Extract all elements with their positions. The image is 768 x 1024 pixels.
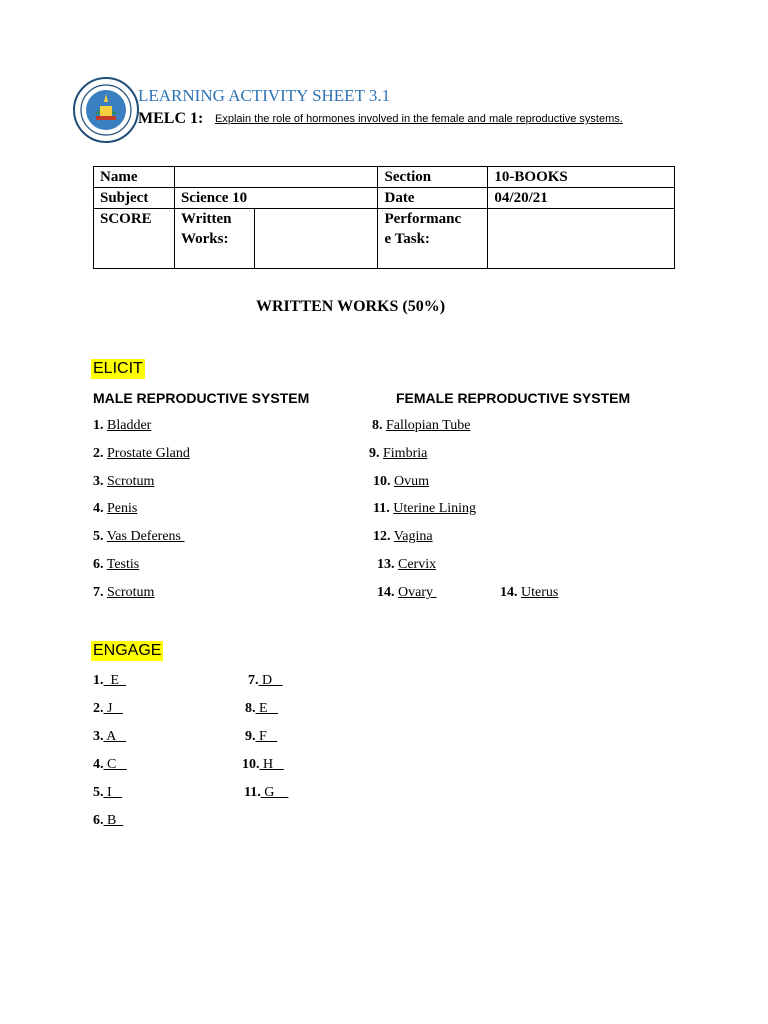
item-answer: Uterine Lining: [393, 501, 477, 516]
list-item: [373, 501, 476, 517]
item-answer: Scrotum: [107, 474, 155, 489]
student-info-table: [93, 166, 675, 269]
item-answer: Ovum: [394, 474, 429, 489]
list-item: [500, 585, 558, 601]
date-value: 04/20/21: [488, 188, 675, 209]
item-number: 7.: [93, 585, 104, 600]
list-item: [244, 785, 288, 801]
date-label: Date: [378, 188, 488, 209]
school-seal-logo: [72, 76, 140, 144]
item-answer: Ovary: [398, 585, 437, 600]
item-number: 10.: [242, 757, 260, 772]
item-answer: E: [103, 673, 127, 688]
list-item: [93, 501, 137, 517]
item-number: 4.: [93, 501, 104, 516]
score-label: SCORE: [94, 209, 175, 269]
melc-description: Explain the role of hormones involved in the female and male reproductive systems.: [215, 113, 623, 125]
item-answer: H: [259, 757, 284, 772]
sheet-title: LEARNING ACTIVITY SHEET 3.1: [138, 86, 391, 105]
item-answer: Fimbria: [383, 446, 428, 461]
written-works-heading: WRITTEN WORKS (50%): [256, 298, 446, 315]
elicit-heading: ELICIT: [93, 360, 143, 377]
subject-value: Science 10: [174, 188, 378, 209]
list-item: [248, 673, 283, 689]
list-item: [93, 585, 154, 601]
item-answer: G: [260, 785, 289, 800]
item-answer: C: [103, 757, 127, 772]
written-works-field[interactable]: [254, 209, 378, 269]
subject-label: Subject: [94, 188, 175, 209]
name-field[interactable]: [174, 167, 378, 188]
item-number: 13.: [377, 557, 395, 572]
item-number: 5.: [93, 785, 104, 800]
list-item: [377, 585, 437, 601]
male-system-heading: MALE REPRODUCTIVE SYSTEM: [93, 390, 310, 406]
item-answer: Prostate Gland: [107, 446, 190, 461]
item-answer: Fallopian Tube: [386, 418, 471, 433]
item-number: 11.: [244, 785, 261, 800]
item-number: 2.: [93, 701, 104, 716]
list-item: [373, 474, 429, 490]
item-number: 3.: [93, 474, 104, 489]
item-number: 11.: [373, 501, 390, 516]
item-number: 6.: [93, 813, 104, 828]
performance-task-field[interactable]: [488, 209, 675, 269]
written-works-label: Written Works:: [174, 209, 254, 269]
item-answer: Vas Deferens: [106, 529, 185, 544]
item-number: 9.: [369, 446, 380, 461]
item-number: 7.: [248, 673, 259, 688]
item-answer: D: [258, 673, 283, 688]
item-answer: Bladder: [107, 418, 152, 433]
list-item: [373, 529, 433, 545]
section-value: 10-BOOKS: [488, 167, 675, 188]
melc-label: MELC 1:: [138, 110, 204, 127]
item-number: 4.: [93, 757, 104, 772]
item-number: 14.: [377, 585, 395, 600]
list-item: [93, 813, 123, 829]
list-item: [369, 446, 427, 462]
item-answer: Vagina: [393, 529, 433, 544]
item-answer: Cervix: [398, 557, 437, 572]
item-number: 9.: [245, 729, 256, 744]
name-row: [94, 167, 675, 188]
item-number: 2.: [93, 446, 104, 461]
item-number: 5.: [93, 529, 104, 544]
item-answer: E: [255, 701, 279, 716]
list-item: [93, 474, 154, 490]
list-item: [93, 701, 123, 717]
list-item: [377, 557, 436, 573]
item-number: 14.: [500, 585, 518, 600]
list-item: [93, 418, 151, 434]
item-answer: J: [103, 701, 123, 716]
list-item: [93, 673, 126, 689]
list-item: [93, 446, 190, 462]
item-number: 1.: [93, 673, 104, 688]
item-number: 10.: [373, 474, 391, 489]
subject-row: [94, 188, 675, 209]
list-item: [245, 729, 277, 745]
name-label: Name: [94, 167, 175, 188]
item-answer: F: [255, 729, 278, 744]
item-answer: Penis: [107, 501, 138, 516]
item-answer: Testis: [106, 557, 140, 572]
performance-task-label: Performanc e Task:: [378, 209, 488, 269]
item-answer: Scrotum: [107, 585, 155, 600]
list-item: [93, 785, 122, 801]
list-item: [93, 757, 127, 773]
list-item: [242, 757, 284, 773]
list-item: [372, 418, 470, 434]
item-answer: Uterus: [521, 585, 559, 600]
item-number: 8.: [372, 418, 383, 433]
list-item: [93, 729, 126, 745]
list-item: [93, 529, 185, 545]
item-number: 8.: [245, 701, 256, 716]
section-label: Section: [378, 167, 488, 188]
list-item: [93, 557, 139, 573]
engage-heading: ENGAGE: [93, 642, 162, 659]
score-row: [94, 209, 675, 269]
item-number: 12.: [373, 529, 391, 544]
item-answer: I: [103, 785, 123, 800]
item-answer: B: [103, 813, 124, 828]
item-number: 6.: [93, 557, 104, 572]
item-number: 3.: [93, 729, 104, 744]
female-system-heading: FEMALE REPRODUCTIVE SYSTEM: [396, 390, 631, 406]
item-number: 1.: [93, 418, 104, 433]
list-item: [245, 701, 278, 717]
item-answer: A: [103, 729, 127, 744]
